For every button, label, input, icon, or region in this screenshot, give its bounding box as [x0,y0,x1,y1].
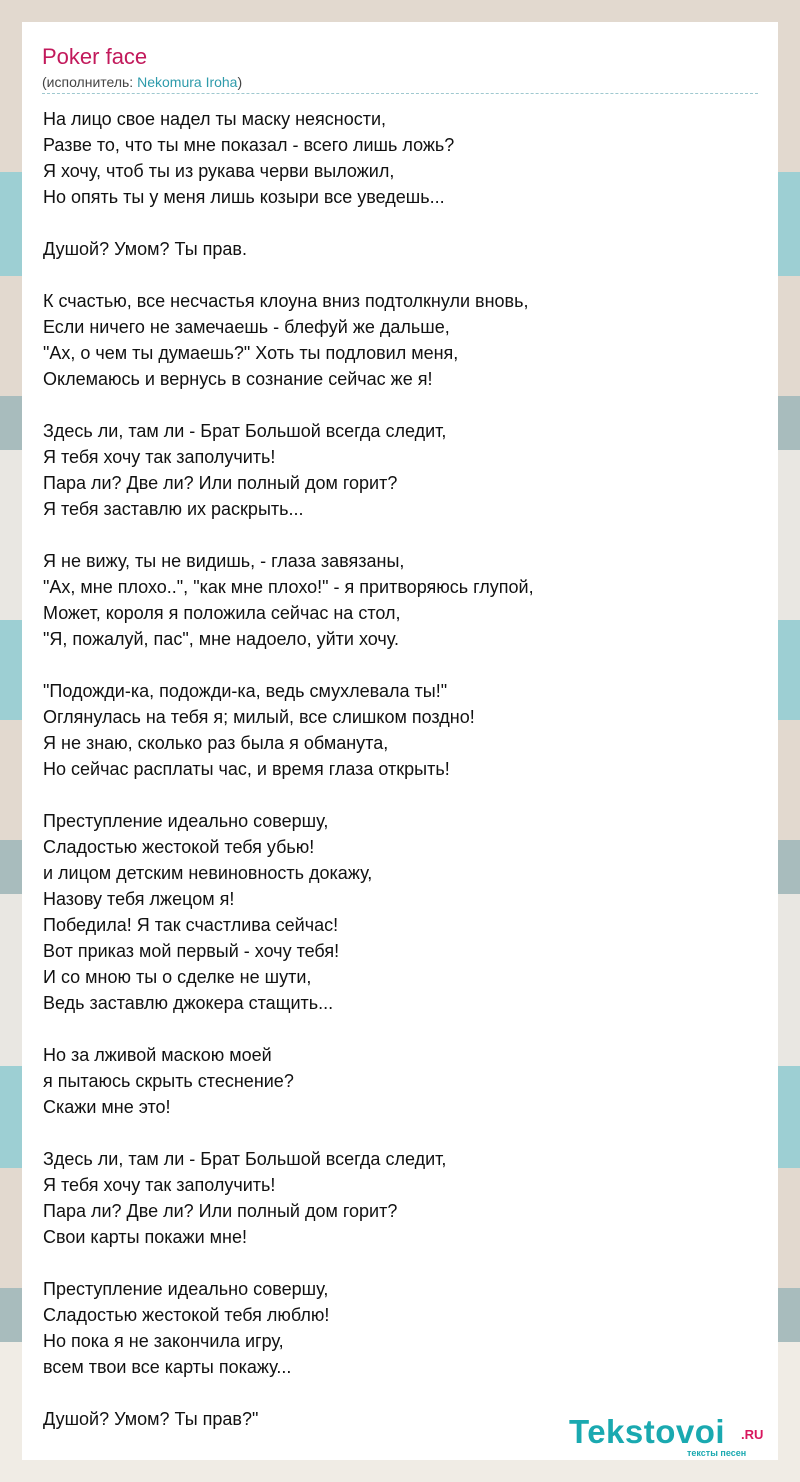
lyric-line: И со мною ты о сделке не шути, [43,967,312,987]
lyric-line: Сладостью жестокой тебя люблю! [43,1305,330,1325]
lyric-line: Преступление идеально совершу, [43,811,329,831]
title-divider [42,93,758,94]
lyric-line [43,1120,758,1146]
lyric-line [43,1250,758,1276]
lyrics-card [22,22,778,1460]
lyric-line: Но за лживой маскою моей [43,1045,272,1065]
lyric-line: я пытаюсь скрыть стеснение? [43,1071,294,1091]
lyric-line: Я тебя хочу так заполучить! [43,1175,276,1195]
lyric-line [43,522,758,548]
artist-link[interactable]: Nekomura Iroha [137,74,238,90]
lyric-line: Ведь заставлю джокера стащить... [43,993,334,1013]
lyric-line: Преступление идеально совершу, [43,1279,329,1299]
lyric-line [43,782,758,808]
lyric-line [43,1380,758,1406]
lyric-line: Я не вижу, ты не видишь, - глаза завязаны, [43,551,405,571]
lyric-line: и лицом детским невиновность докажу, [43,863,373,883]
lyric-line: Я не знаю, сколько раз была я обманута, [43,733,389,753]
lyric-line [43,652,758,678]
lyric-line: Но опять ты у меня лишь козыри все уведешь... [43,187,445,207]
lyric-line: Но пока я не закончила игру, [43,1331,284,1351]
lyric-line: Пара ли? Две ли? Или полный дом горит? [43,473,398,493]
lyric-line: Назову тебя лжецом я! [43,889,235,909]
artist-line [42,74,242,90]
lyric-line [43,210,758,236]
lyric-line: Если ничего не замечаешь - блефуй же дальше, [43,317,450,337]
lyric-line: Свои карты покажи мне! [43,1227,247,1247]
lyric-line: "Ах, мне плохо..", "как мне плохо!" - я притворяюсь глупой, [43,577,534,597]
lyric-line: "Я, пожалуй, пас", мне надоело, уйти хочу. [43,629,399,649]
artist-suffix: ) [237,74,243,90]
lyric-line: Душой? Умом? Ты прав?" [43,1409,259,1429]
lyric-line: Здесь ли, там ли - Брат Большой всегда следит, [43,1149,447,1169]
lyric-line: "Подожди-ка, подожди-ка, ведь смухлевала ты!" [43,681,448,701]
lyric-line: Здесь ли, там ли - Брат Большой всегда следит, [43,421,447,441]
lyric-line: Оглянулась на тебя я; милый, все слишком поздно! [43,707,475,727]
song-title: Poker face [42,44,148,69]
lyric-line: Сладостью жестокой тебя убью! [43,837,315,857]
lyric-line: Я тебя заставлю их раскрыть... [43,499,304,519]
lyric-line: Победила! Я так счастлива сейчас! [43,915,339,935]
logo-tagline: тексты песен [687,1448,747,1458]
site-logo[interactable] [569,1414,779,1456]
lyric-line: Но сейчас расплаты час, и время глаза открыть! [43,759,450,779]
logo-name: Tekstovoi [569,1413,726,1450]
lyric-line: Я хочу, чтоб ты из рукава черви выложил, [43,161,395,181]
lyric-line: Разве то, что ты мне показал - всего лишь ложь? [43,135,455,155]
lyric-line: всем твои все карты покажу... [43,1357,292,1377]
lyrics-text [43,106,758,1432]
lyric-line: "Ах, о чем ты думаешь?" Хоть ты подловил меня, [43,343,459,363]
lyric-line: Пара ли? Две ли? Или полный дом горит? [43,1201,398,1221]
lyric-line: К счастью, все несчастья клоуна вниз подтолкнули вновь, [43,291,529,311]
lyric-line: Оклемаюсь и вернусь в сознание сейчас же я! [43,369,433,389]
lyric-line [43,392,758,418]
lyric-line [43,262,758,288]
lyric-line: Душой? Умом? Ты прав. [43,239,247,259]
lyric-line: Вот приказ мой первый - хочу тебя! [43,941,340,961]
lyric-line: Скажи мне это! [43,1097,171,1117]
lyric-line: Я тебя хочу так заполучить! [43,447,276,467]
logo-tld: .RU [741,1427,764,1442]
lyric-line: Может, короля я положила сейчас на стол, [43,603,401,623]
artist-prefix: (исполнитель: [42,74,138,90]
lyric-line: На лицо свое надел ты маску неясности, [43,109,387,129]
lyric-line [43,1016,758,1042]
